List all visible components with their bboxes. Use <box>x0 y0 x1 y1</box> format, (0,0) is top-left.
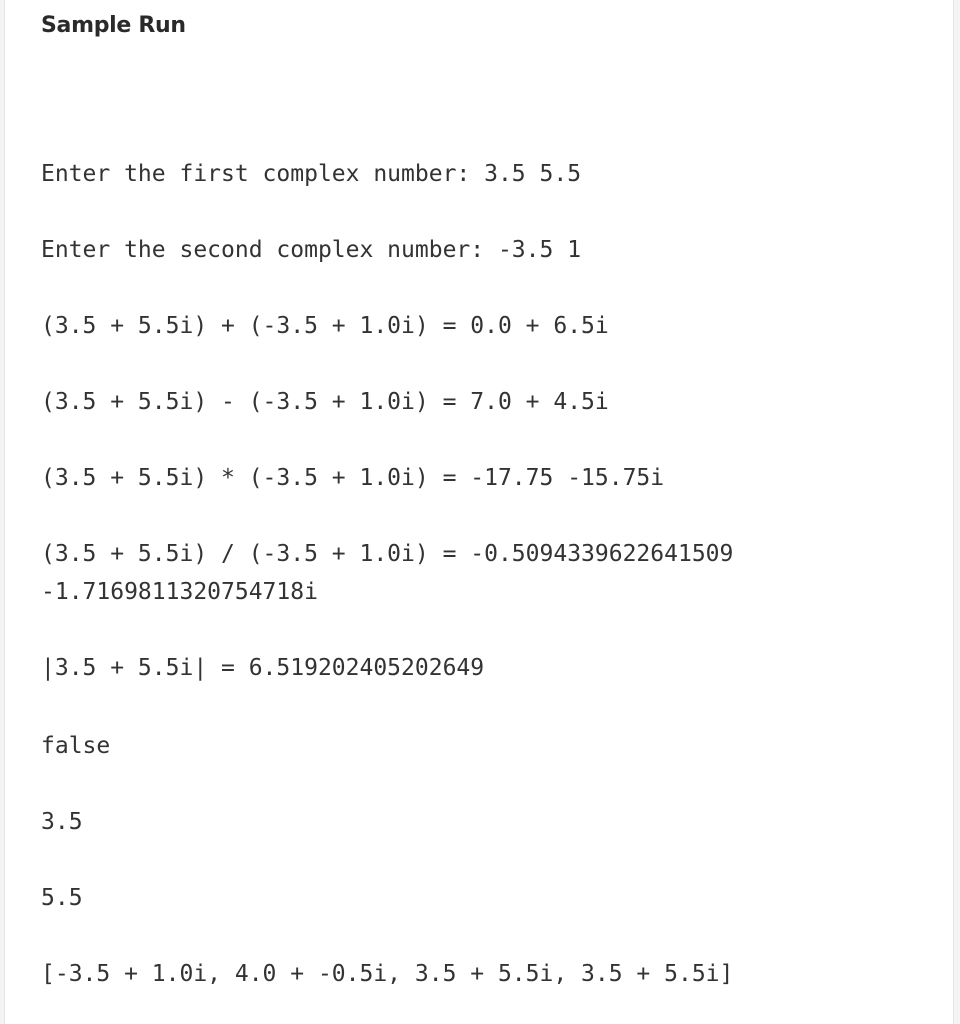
output-line-sorted-array: [-3.5 + 1.0i, 4.0 + -0.5i, 3.5 + 5.5i, 3.5 + 5.5i] <box>41 961 734 987</box>
output-line-imaginary-part: 5.5 <box>41 885 83 911</box>
output-line-equals-result: false <box>41 733 111 759</box>
output-line-division-continued: -1.7169811320754718i <box>41 579 318 605</box>
output-line-real-part: 3.5 <box>41 809 83 835</box>
output-line-absolute-value: |3.5 + 5.5i| = 6.519202405202649 <box>41 655 485 681</box>
output-line-first-input: Enter the first complex number: 3.5 5.5 <box>41 161 582 187</box>
output-line-multiplication: (3.5 + 5.5i) * (-3.5 + 1.0i) = -17.75 -15.75i <box>41 465 665 491</box>
output-line-second-input: Enter the second complex number: -3.5 1 <box>41 237 582 263</box>
sample-run-panel <box>4 0 954 1024</box>
output-line-division: (3.5 + 5.5i) / (-3.5 + 1.0i) = -0.5094339622641509 <box>41 541 734 567</box>
output-line-subtraction: (3.5 + 5.5i) - (-3.5 + 1.0i) = 7.0 + 4.5i <box>41 389 609 415</box>
output-line-addition: (3.5 + 5.5i) + (-3.5 + 1.0i) = 0.0 + 6.5i <box>41 313 609 339</box>
section-heading: Sample Run <box>41 13 186 38</box>
